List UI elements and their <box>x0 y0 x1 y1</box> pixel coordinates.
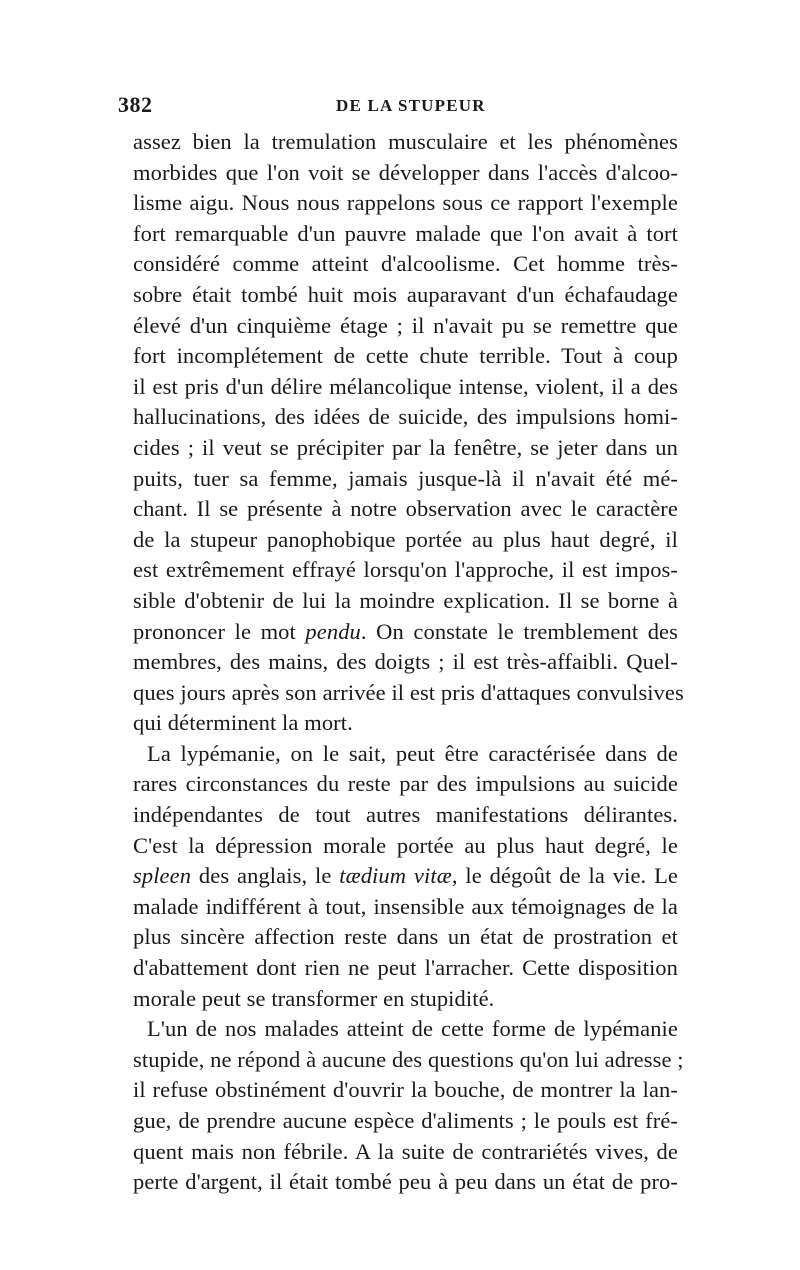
text-line: stupide, ne répond à aucune des questions qu'on lui adresse ; <box>133 1046 684 1072</box>
text-line-spleen <box>133 861 678 892</box>
italic-taedium: tædium vitæ <box>339 863 452 889</box>
text-line: hallucinations, des idées de suicide, des impulsions homi- <box>133 404 678 430</box>
text-line: élevé d'un cinquième étage ; il n'avait pu se remettre que <box>133 312 678 338</box>
text-line: sobre était tombé huit mois auparavant d'un échafaudage <box>133 281 678 307</box>
text-line: rares circonstances du reste par des impulsions au suicide <box>133 771 678 797</box>
text-segment: . On constate le tremblement des <box>360 618 679 644</box>
text-line: assez bien la tremulation musculaire et les phénomènes <box>133 129 678 154</box>
text-line: lisme aigu. Nous nous rappelons sous ce rapport l'exemple <box>133 190 678 216</box>
text-line: sible d'obtenir de lui la moindre explication. Il se borne à <box>133 587 678 613</box>
text-line: indépendantes de tout autres manifestations délirantes. <box>133 802 678 828</box>
text-line: de la stupeur panophobique portée au plus haut degré, il <box>133 526 678 552</box>
text-segment: des anglais, le <box>191 863 340 889</box>
text-segment: prononcer le mot <box>133 618 306 644</box>
page-number: 382 <box>118 92 153 117</box>
text-line: fort incomplétement de cette chute terrible. Tout à coup <box>133 343 678 369</box>
text-line: ques jours après son arrivée il est pris d'attaques convulsives <box>133 679 684 705</box>
text-segment: , le dégoût de la vie. Le <box>451 863 679 889</box>
text-line: C'est la dépression morale portée au plus haut degré, le <box>133 832 678 858</box>
italic-spleen: spleen <box>133 863 192 889</box>
text-line: considéré comme atteint d'alcoolisme. Cet homme très- <box>133 251 678 277</box>
text-line: fort remarquable d'un pauvre malade que l'on avait à tort <box>133 220 678 246</box>
text-line: puits, tuer sa femme, jamais jusque-là il n'avait été mé- <box>133 465 678 491</box>
text-line: morbides que l'on voit se développer dans l'accès d'alcoo- <box>133 159 678 185</box>
text-line: morale peut se transformer en stupidité. <box>133 985 495 1011</box>
text-line: perte d'argent, il était tombé peu à peu dans un état de pro- <box>133 1169 678 1195</box>
text-line: plus sincère affection reste dans un état de prostration et <box>133 924 678 950</box>
text-line: membres, des mains, des doigts ; il est très-affaibli. Quel- <box>133 649 678 675</box>
text-line: est extrêmement effrayé lorsqu'on l'approche, il est impos- <box>133 557 678 583</box>
text-line: gue, de prendre aucune espèce d'aliments ; le pouls est fré- <box>133 1108 678 1133</box>
text-line: quent mais non fébrile. A la suite de contrariétés vives, de <box>133 1138 678 1164</box>
paragraph-start: La lypémanie, on le sait, peut être caractérisée dans de <box>147 740 678 766</box>
text-line: cides ; il veut se précipiter par la fenêtre, se jeter dans un <box>133 434 678 460</box>
text-line: chant. Il se présente à notre observation avec le caractère <box>133 496 678 522</box>
text-line-pendu <box>133 617 678 648</box>
text-line: qui déterminent la mort. <box>133 710 353 736</box>
text-line: il est pris d'un délire mélancolique intense, violent, il a des <box>133 373 678 399</box>
text-line: malade indifférent à tout, insensible aux témoignages de la <box>133 893 678 919</box>
page-header <box>118 92 678 122</box>
text-line: d'abattement dont rien ne peut l'arracher. Cette disposition <box>133 955 678 981</box>
italic-pendu: pendu <box>305 618 361 644</box>
running-title: DE LA STUPEUR <box>336 96 486 115</box>
paragraph-start: L'un de nos malades atteint de cette forme de lypémanie <box>147 1016 678 1042</box>
body-text <box>133 127 684 1198</box>
text-line: il refuse obstinément d'ouvrir la bouche, de montrer la lan- <box>133 1077 678 1103</box>
